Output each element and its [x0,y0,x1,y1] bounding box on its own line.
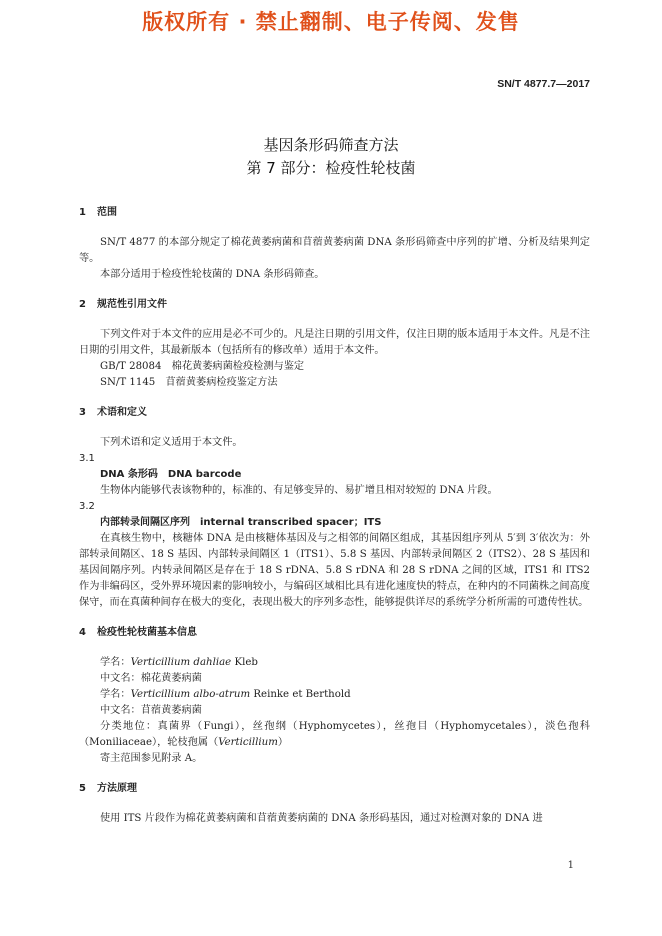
section-title: 范围 [97,207,117,218]
document-body [79,205,590,827]
scientific-name-line [79,687,590,703]
section-number: 5 [79,783,86,794]
term-number: 3.1 [79,453,95,464]
paragraph: 本部分适用于检疫性轮枝菌的 DNA 条形码筛查。 [100,269,325,280]
section-heading-references [79,297,590,313]
genus-name: Verticillium [218,737,278,748]
taxonomy-line [79,719,590,751]
term-english: internal transcribed spacer；ITS [200,517,382,528]
section-heading-terms [79,405,590,421]
document-subtitle: 第 7 部分：检疫性轮枝菌 [246,159,416,177]
taxonomy-text: 分类地位：真菌界（Fungi），丝孢纲（Hyphomycetes），丝孢目（Hyphomycetales），淡色孢科（Moniliaceae），轮枝孢属（ [79,721,590,748]
term-definition: 在真核生物中，核糖体 DNA 是由核糖体基因及与之相邻的间隔区组成，其基因组序列从 5′到 3′依次为：外部转录间隔区、18 S 基因、内部转录间隔区 1（ITS1）、5.8 S 基因、内部转录间隔区 2（ITS2）、28 S 基因和基因间隔序列。内转录间隔区是存在于 18 S rDNA、5.8 S rDNA 和 28 S rDNA 之间的区域，ITS1 和 ITS2 作为非编码区，受外界环境因素的影响较小，与编码区域相比具有进化速度快的特点，在种内的不同菌株之间高度保守，而在真菌种间存在极大的变化，表现出极大的序列多态性，能够提供详尽的系统学分析所需的可遗传性状。 [79,533,590,608]
scientific-name: Verticillium albo-atrum [130,689,251,700]
author: Kleb [231,657,258,668]
host-range-line: 寄主范围参见附录 A。 [100,753,203,764]
chinese-name-line: 中文名：苜蓿黄萎病菌 [100,705,202,716]
copyright-watermark: 版权所有 · 禁止翻制、电子传阅、发售 [142,10,520,34]
scientific-name-line [79,655,590,671]
label: 学名： [100,689,131,700]
section-heading-principle [79,781,590,797]
section-heading-basic-info [79,625,590,641]
section-heading-scope [79,205,590,221]
section-title: 检疫性轮枝菌基本信息 [97,627,197,638]
page-number: 1 [567,860,574,871]
reference-item: SN/T 1145 苜蓿黄萎病检疫鉴定方法 [100,377,278,388]
label: 学名： [100,657,131,668]
standard-code: SN/T 4877.7—2017 [497,78,590,90]
term-chinese: DNA 条形码 [100,469,158,480]
section-number: 2 [79,299,86,310]
term-heading [79,515,590,531]
reference-item: GB/T 28084 棉花黄萎病菌检疫检测与鉴定 [100,361,305,372]
term-chinese: 内部转录间隔区序列 [100,517,190,528]
paragraph: SN/T 4877 的本部分规定了棉花黄萎病菌和苜蓿黄萎病菌 DNA 条形码筛查中序列的扩增、分析及结果判定等。 [79,237,590,264]
paragraph: 使用 ITS 片段作为棉花黄萎病菌和苜蓿黄萎病菌的 DNA 条形码基因，通过对检测对象的 DNA 进 [100,813,543,824]
section-number: 3 [79,407,86,418]
term-heading [79,467,590,483]
section-number: 4 [79,627,86,638]
taxonomy-end: ） [277,737,289,748]
section-title: 规范性引用文件 [97,299,167,310]
section-title: 方法原理 [97,783,137,794]
term-english: DNA barcode [167,469,242,480]
scientific-name: Verticillium dahliae [130,657,232,668]
chinese-name-line: 中文名：棉花黄萎病菌 [100,673,202,684]
author: Reinke et Berthold [250,689,351,700]
section-number: 1 [79,207,86,218]
section-title: 术语和定义 [97,407,147,418]
term-definition: 生物体内能够代表该物种的，标准的、有足够变异的、易扩增且相对较短的 DNA 片段。 [100,485,498,496]
paragraph: 下列术语和定义适用于本文件。 [100,437,243,448]
term-number: 3.2 [79,501,95,512]
document-title: 基因条形码筛查方法 [263,136,399,154]
paragraph: 下列文件对于本文件的应用是必不可少的。凡是注日期的引用文件，仅注日期的版本适用于本文件。凡是不注日期的引用文件，其最新版本（包括所有的修改单）适用于本文件。 [79,329,590,356]
